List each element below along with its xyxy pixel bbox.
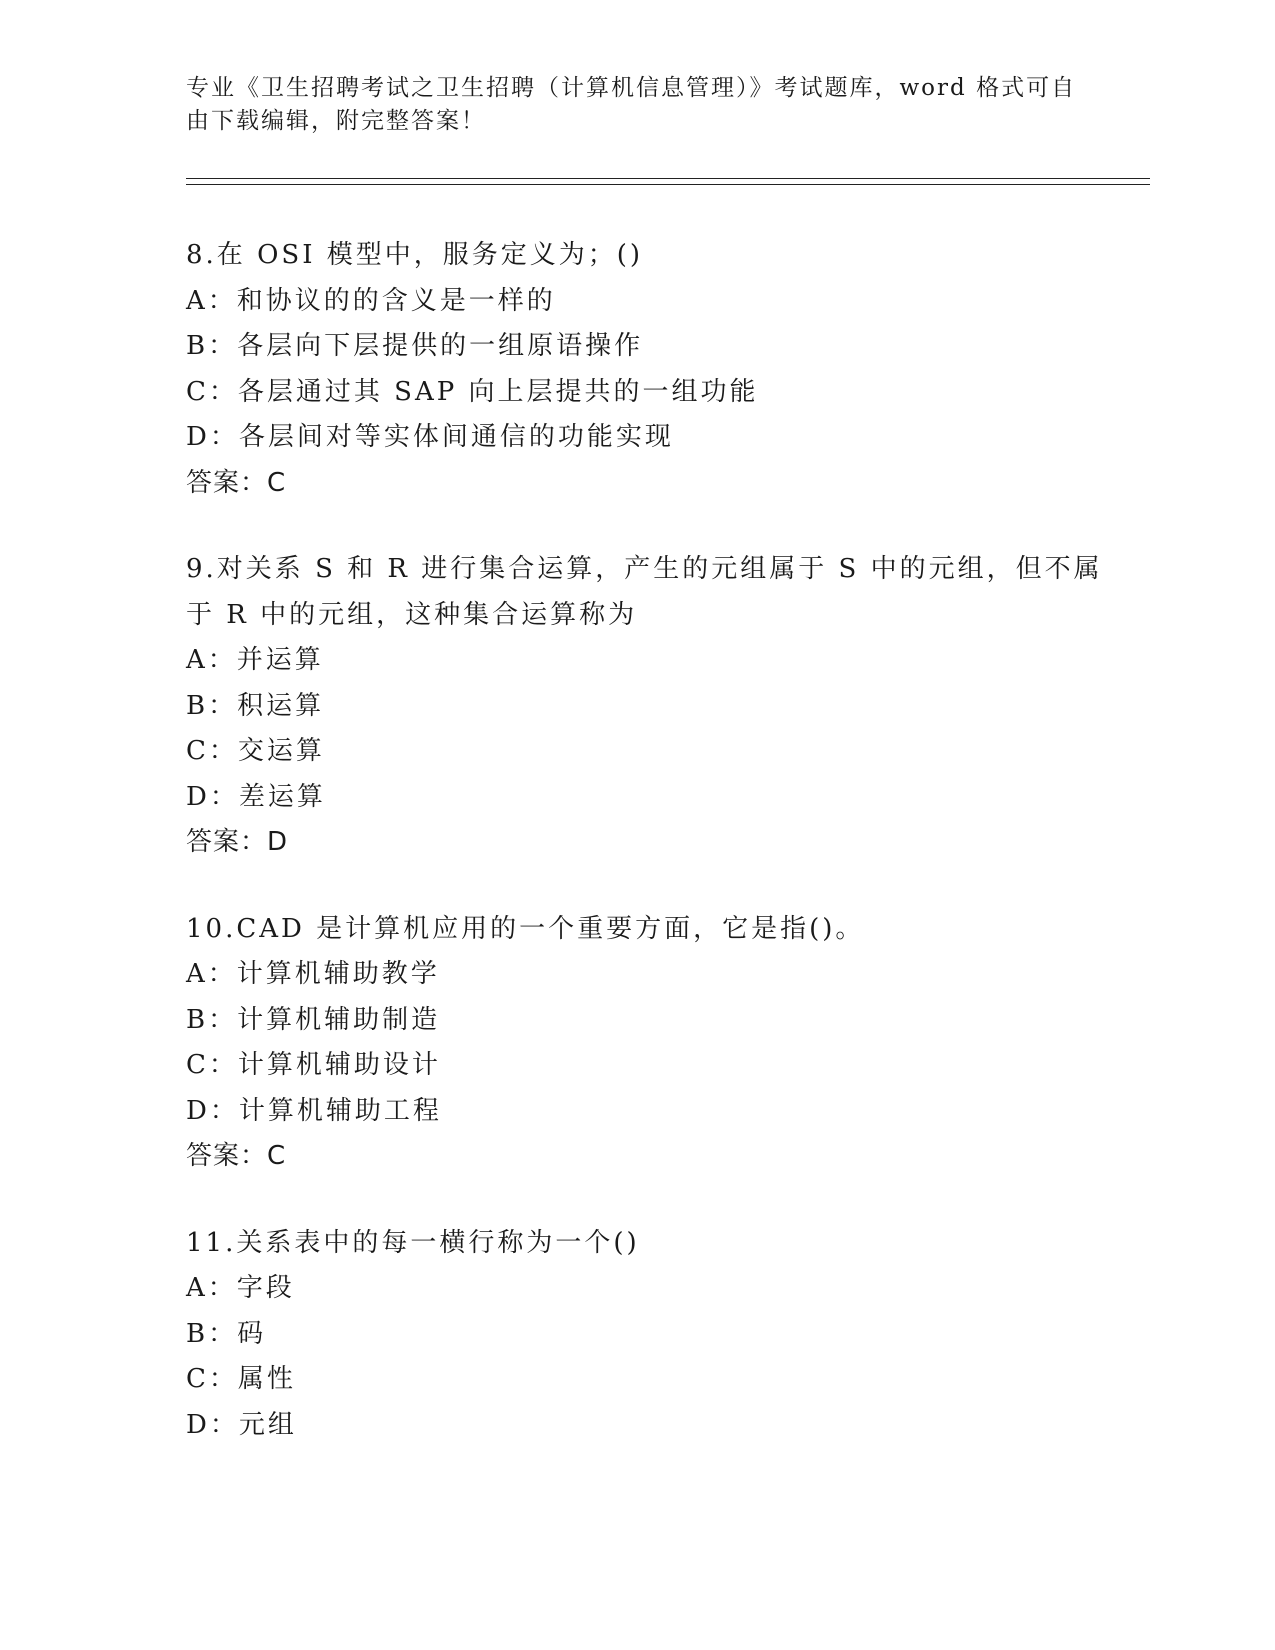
option-a: A：并运算 [186, 645, 324, 675]
header-divider-top [186, 178, 1150, 179]
header-line-2: 由下载编辑，附完整答案！ [186, 108, 486, 134]
option-d: D：元组 [186, 1409, 297, 1440]
answer-line: 答案：C [186, 467, 287, 498]
question-stem: 10.CAD 是计算机应用的一个重要方面，它是指()。 [186, 913, 865, 944]
question-stem: 11.关系表中的每一横行称为一个() [186, 1227, 640, 1258]
option-b: B：计算机辅助制造 [186, 1004, 441, 1035]
option-d: D：计算机辅助工程 [186, 1095, 442, 1126]
question-11 [186, 1221, 1086, 1449]
header-divider-bottom [186, 184, 1150, 185]
option-c: C：交运算 [186, 736, 325, 766]
option-b: B：积运算 [186, 690, 325, 721]
answer-line: 答案：D [186, 827, 289, 857]
question-stem: 8.在 OSI 模型中，服务定义为；() [186, 240, 644, 270]
option-b: B：码 [186, 1318, 267, 1349]
header-line-1: 专业《卫生招聘考试之卫生招聘（计算机信息管理）》考试题库，word 格式可自 [186, 75, 1077, 101]
answer-line: 答案：C [186, 1141, 287, 1171]
option-c: C：计算机辅助设计 [186, 1050, 441, 1080]
option-a: A：字段 [186, 1273, 295, 1303]
question-stem-line-2: 于 R 中的元组，这种集合运算称为 [186, 599, 638, 630]
option-d: D：各层间对等实体间通信的功能实现 [186, 422, 674, 452]
question-9 [186, 547, 1103, 866]
option-a: A：计算机辅助教学 [186, 959, 440, 989]
question-stem-line-1: 9.对关系 S 和 R 进行集合运算，产生的元组属于 S 中的元组，但不属 [186, 554, 1103, 584]
option-b: B：各层向下层提供的一组原语操作 [186, 331, 644, 361]
question-8 [186, 233, 1086, 506]
option-c: C：各层通过其 SAP 向上层提共的一组功能 [186, 376, 759, 407]
question-10 [186, 907, 1086, 1180]
option-c: C：属性 [186, 1364, 296, 1394]
option-a: A：和协议的的含义是一样的 [186, 285, 556, 316]
document-header [186, 72, 1086, 138]
question-list [186, 233, 1103, 1489]
option-d: D：差运算 [186, 781, 326, 812]
